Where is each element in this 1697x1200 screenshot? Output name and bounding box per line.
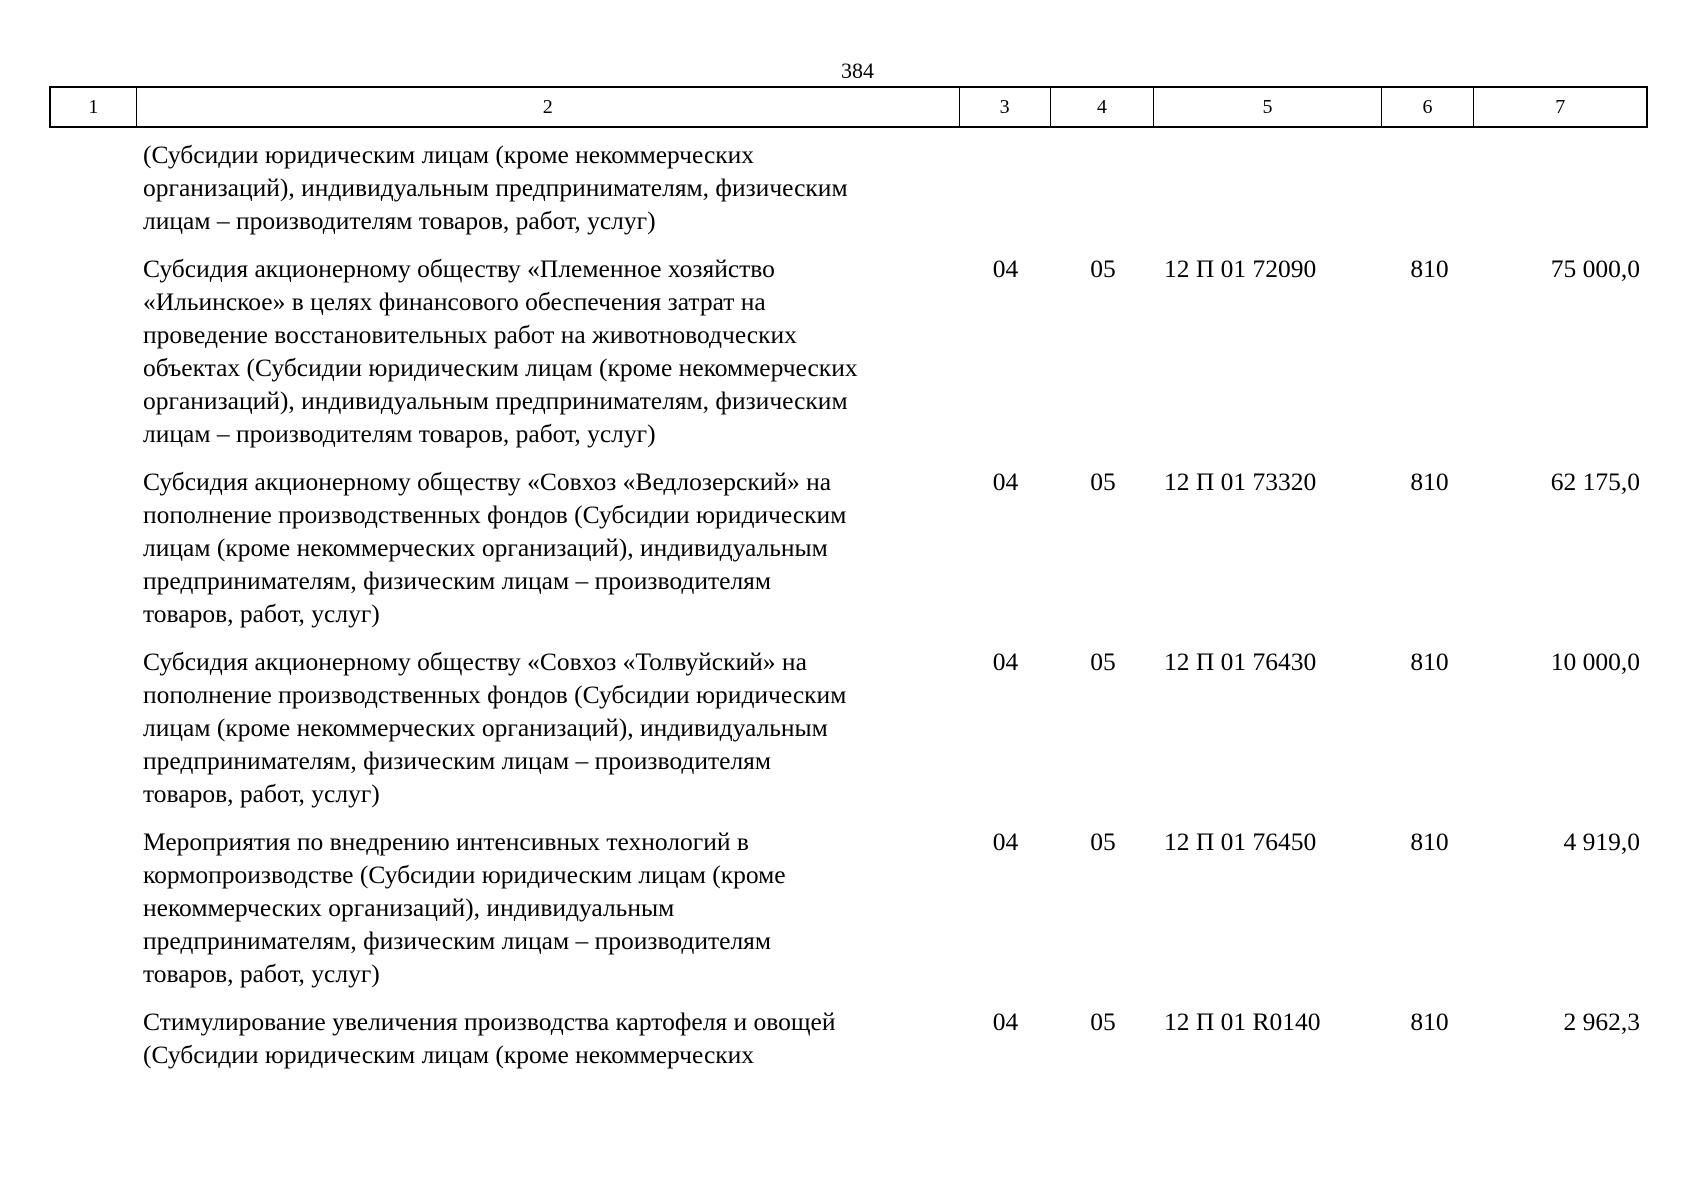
table-row [49, 252, 1648, 450]
row-target-article-cell [1155, 138, 1383, 237]
row-razdel-cell [960, 138, 1051, 237]
row-target-article-cell: 12 П 01 R0140 [1164, 1007, 1321, 1036]
header-col-6: 6 [1382, 88, 1475, 126]
row-name-cell [135, 825, 960, 990]
row-sum-cell: 4 919,0 [1563, 827, 1640, 856]
row-name-line: товаров, работ, услуг) [143, 959, 380, 988]
row-name-line: Стимулирование увеличения производства картофеля и овощей [143, 1007, 836, 1036]
table-body [49, 128, 1648, 1071]
row-razdel-cell: 04 [992, 647, 1019, 676]
row-expense-type-cell [1383, 138, 1476, 237]
row-name-cell [135, 1005, 960, 1071]
row-target-article-cell: 12 П 01 76450 [1164, 827, 1317, 856]
table-row [49, 645, 1648, 810]
row-name-line: некоммерческих организаций), индивидуальным [143, 893, 675, 922]
page-number: 384 [841, 58, 874, 83]
header-col-5: 5 [1154, 88, 1381, 126]
row-name-line: товаров, работ, услуг) [143, 599, 380, 628]
row-name-line: Субсидия акционерному обществу «Племенное хозяйство [143, 254, 775, 283]
row-name-line: проведение восстановительных работ на животноводческих [143, 320, 797, 349]
row-name-line: Субсидия акционерному обществу «Совхоз «Ведлозерский» на [143, 467, 832, 496]
header-col-7: 7 [1555, 96, 1566, 118]
row-podrazdel-cell: 05 [1090, 647, 1116, 676]
row-name-cell [135, 645, 960, 810]
row-name-line: объектах (Субсидии юридическим лицам (кроме некоммерческих [143, 353, 858, 382]
row-target-article-cell: 12 П 01 72090 [1164, 254, 1317, 283]
row-number-cell [49, 645, 135, 810]
row-podrazdel-cell: 05 [1090, 1007, 1116, 1036]
row-target-article-cell: 12 П 01 73320 [1164, 467, 1317, 496]
budget-table [49, 86, 1648, 1071]
row-razdel-cell: 04 [992, 254, 1019, 283]
table-row [49, 1005, 1648, 1071]
row-name-cell [135, 465, 960, 630]
row-name-line: «Ильинское» в целях финансового обеспечения затрат на [143, 287, 766, 316]
header-col-4: 4 [1051, 88, 1155, 126]
row-expense-type-cell: 810 [1410, 647, 1449, 676]
row-name-line: кормопроизводстве (Субсидии юридическим лицам (кроме [143, 860, 786, 889]
row-name-line: пополнение производственных фондов (Субсидии юридическим [143, 500, 847, 529]
row-sum-cell [1476, 138, 1648, 237]
row-razdel-cell: 04 [992, 827, 1019, 856]
row-name-cell [135, 138, 960, 237]
row-name-line: лицам – производителям товаров, работ, услуг) [143, 419, 656, 448]
row-name-line: организаций), индивидуальным предпринимателям, физическим [143, 386, 848, 415]
table-header-row [49, 86, 1648, 128]
row-name-line: предпринимателям, физическим лицам – производителям [143, 746, 772, 775]
header-col-1: 1 [51, 88, 137, 126]
row-name-line: предпринимателям, физическим лицам – производителям [143, 926, 772, 955]
row-number-cell [49, 138, 135, 237]
header-col-2: 2 [137, 88, 960, 126]
row-name-line: (Субсидии юридическим лицам (кроме некоммерческих [143, 1040, 755, 1069]
row-sum-cell: 10 000,0 [1550, 647, 1640, 676]
row-podrazdel-cell: 05 [1090, 254, 1116, 283]
row-name-line: (Субсидии юридическим лицам (кроме некоммерческих [143, 140, 755, 169]
row-name-cell [135, 252, 960, 450]
header-col-3: 3 [960, 88, 1051, 126]
row-name-line: Мероприятия по внедрению интенсивных технологий в [143, 827, 749, 856]
row-name-line: пополнение производственных фондов (Субсидии юридическим [143, 680, 847, 709]
row-name-line: товаров, работ, услуг) [143, 779, 380, 808]
row-target-article-cell: 12 П 01 76430 [1164, 647, 1317, 676]
table-row [49, 825, 1648, 990]
row-podrazdel-cell [1051, 138, 1155, 237]
row-number-cell [49, 465, 135, 630]
row-name-line: лицам (кроме некоммерческих организаций), индивидуальным [143, 533, 828, 562]
row-podrazdel-cell: 05 [1090, 827, 1116, 856]
table-row [49, 465, 1648, 630]
row-sum-cell: 62 175,0 [1550, 467, 1640, 496]
row-razdel-cell: 04 [992, 467, 1019, 496]
row-name-line: лицам – производителям товаров, работ, услуг) [143, 206, 656, 235]
row-razdel-cell: 04 [992, 1007, 1019, 1036]
table-row [49, 138, 1648, 237]
row-expense-type-cell: 810 [1410, 827, 1449, 856]
row-name-line: Субсидия акционерному обществу «Совхоз «Толвуйский» на [143, 647, 807, 676]
row-expense-type-cell: 810 [1410, 1007, 1449, 1036]
row-sum-cell: 2 962,3 [1563, 1007, 1640, 1036]
row-sum-cell: 75 000,0 [1550, 254, 1640, 283]
row-expense-type-cell: 810 [1410, 467, 1449, 496]
row-number-cell [49, 1005, 135, 1071]
row-name-line: организаций), индивидуальным предпринимателям, физическим [143, 173, 848, 202]
row-name-line: лицам (кроме некоммерческих организаций), индивидуальным [143, 713, 828, 742]
row-podrazdel-cell: 05 [1090, 467, 1116, 496]
row-number-cell [49, 252, 135, 450]
row-expense-type-cell: 810 [1410, 254, 1449, 283]
row-number-cell [49, 825, 135, 990]
row-name-line: предпринимателям, физическим лицам – производителям [143, 566, 772, 595]
